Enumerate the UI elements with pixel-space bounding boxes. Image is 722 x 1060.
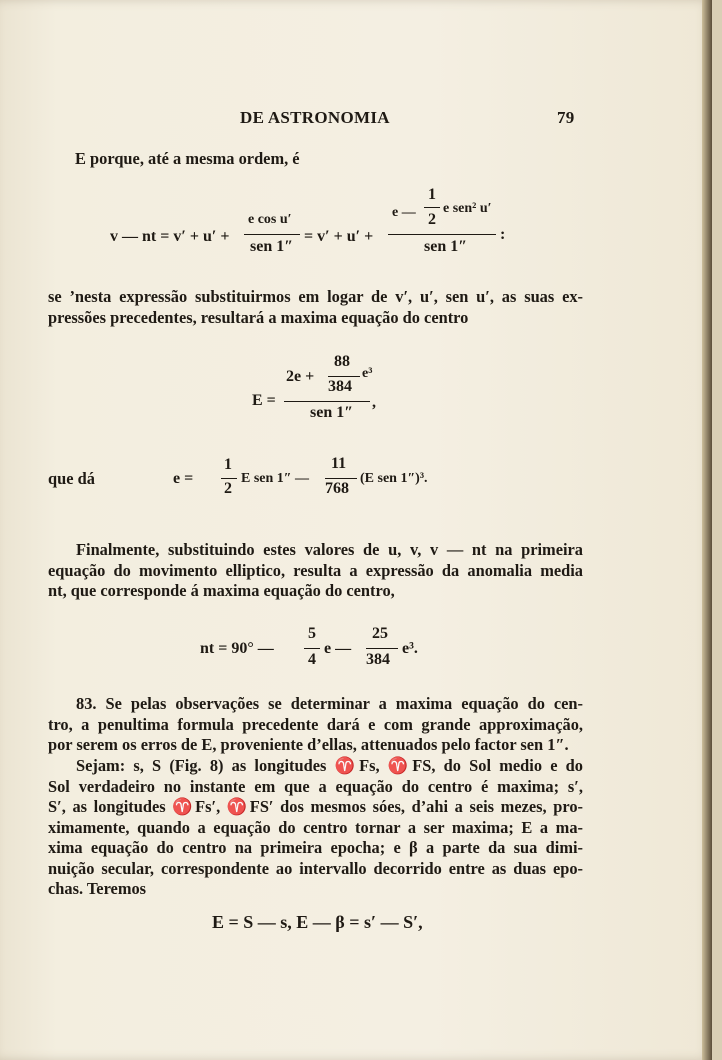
- eq1-frac2-bar: [388, 234, 496, 235]
- paragraph-83-line-1: 83. Se pelas observações se determinar a maxima equação do cen-: [76, 694, 583, 713]
- eq3-label: que dá: [48, 469, 95, 488]
- eq1-end: :: [500, 226, 506, 243]
- page-edge: [702, 0, 712, 1060]
- paragraph-4-line-3: S′, as longitudes ♈Fs′, ♈FS′ dos mesmos sóes, d’ahi a seis mezes, pro-: [48, 797, 583, 816]
- eq4-mid: e —: [324, 640, 352, 657]
- eq3-f2-denominator: 768: [325, 480, 349, 497]
- paragraph-4-line-4: ximamente, quando a equação do centro tornar a ser maxima; E a ma-: [48, 817, 583, 837]
- eq1-frac1-denominator: sen 1″: [250, 238, 294, 255]
- paragraph-83-line-2: tro, a penultima formula precedente dará e com grande approximação,: [48, 714, 583, 734]
- paragraph-1-line-2: pressões precedentes, resultará a maxima equação do centro: [48, 307, 469, 327]
- eq2-num-left: 2e +: [286, 368, 315, 385]
- eq4-end: e³.: [402, 640, 418, 657]
- eq2-denominator: sen 1″: [310, 404, 354, 421]
- eq4-lhs: nt = 90° —: [200, 640, 274, 657]
- eq4-f2-denominator: 384: [366, 651, 390, 668]
- eq1-frac1-bar: [244, 234, 300, 235]
- eq4-f2-bar: [366, 648, 398, 649]
- eq3-mid: E sen 1″ —: [241, 471, 310, 486]
- paragraph-1: [48, 287, 583, 328]
- eq1-mid: = v′ + u′ +: [304, 228, 374, 245]
- paragraph-4-line-2: Sol verdadeiro no instante em que a equação do centro é maxima; s′,: [48, 776, 583, 796]
- eq3-lhs: e =: [173, 470, 194, 487]
- eq1-frac2-num-right: e sen² u′: [443, 201, 492, 216]
- paragraph-83-line-3: por serem os erros de E, proveniente d’ellas, attenuados pelo factor sen 1″.: [48, 735, 569, 754]
- eq4-f1-denominator: 4: [308, 651, 316, 668]
- paragraph-4-line-1: Sejam: s, S (Fig. 8) as longitudes ♈Fs, ♈FS, do Sol medio e do: [76, 756, 583, 775]
- intro-line: E porque, até a mesma ordem, é: [75, 149, 300, 168]
- eq3-f1-numerator: 1: [224, 456, 232, 473]
- page-number: 79: [557, 108, 575, 127]
- paragraph-2: [48, 540, 583, 602]
- eq2-end: ,: [372, 394, 376, 411]
- paragraph-2-line-3: nt, que corresponde á maxima equação do centro,: [48, 581, 395, 600]
- eq1-inner-bar: [424, 207, 440, 208]
- eq1-frac2-num-left: e —: [392, 205, 416, 220]
- eq2-lhs: E =: [252, 392, 276, 409]
- eq2-num-right: e³: [362, 366, 373, 381]
- eq3-end: (E sen 1″)³.: [360, 471, 428, 486]
- paragraph-2-line-2: equação do movimento elliptico, resulta a expressão da anomalia media: [48, 560, 583, 580]
- paragraph-4-line-6: nuição secular, correspondente ao intervallo decorrido entre as duas epo-: [48, 858, 583, 878]
- eq2-main-bar: [284, 401, 370, 402]
- running-header-title: DE ASTRONOMIA: [240, 108, 390, 127]
- eq1-inner-denominator: 2: [428, 211, 436, 228]
- paragraph-4-line-5: xima equação do centro na primeira epocha; e β a parte da sua dimi-: [48, 838, 583, 857]
- eq4-f2-numerator: 25: [372, 625, 388, 642]
- paragraph-1-line-1: se ’nesta expressão substituirmos em logar de v′, u′, sen u′, as suas ex-: [48, 287, 583, 306]
- paragraph-4: [48, 756, 583, 900]
- eq3-f1-denominator: 2: [224, 480, 232, 497]
- equation-5: E = S — s, E — β = s′ — S′,: [212, 912, 423, 932]
- eq4-f1-bar: [304, 648, 320, 649]
- eq3-f2-numerator: 11: [331, 455, 347, 472]
- eq2-inner-denominator: 384: [328, 378, 352, 395]
- paragraph-4-line-7: chas. Teremos: [48, 879, 147, 898]
- eq1-lhs: v — nt = v′ + u′ +: [110, 228, 230, 245]
- paragraph-83: [48, 694, 583, 756]
- eq1-frac2-denominator: sen 1″: [424, 238, 468, 255]
- eq1-inner-numerator: 1: [428, 186, 436, 203]
- eq1-frac1-numerator: e cos u′: [248, 212, 292, 227]
- eq4-f1-numerator: 5: [308, 625, 316, 642]
- paragraph-2-line-1: Finalmente, substituindo estes valores de u, v, v — nt na primeira: [76, 540, 583, 559]
- eq2-inner-numerator: 88: [334, 353, 350, 370]
